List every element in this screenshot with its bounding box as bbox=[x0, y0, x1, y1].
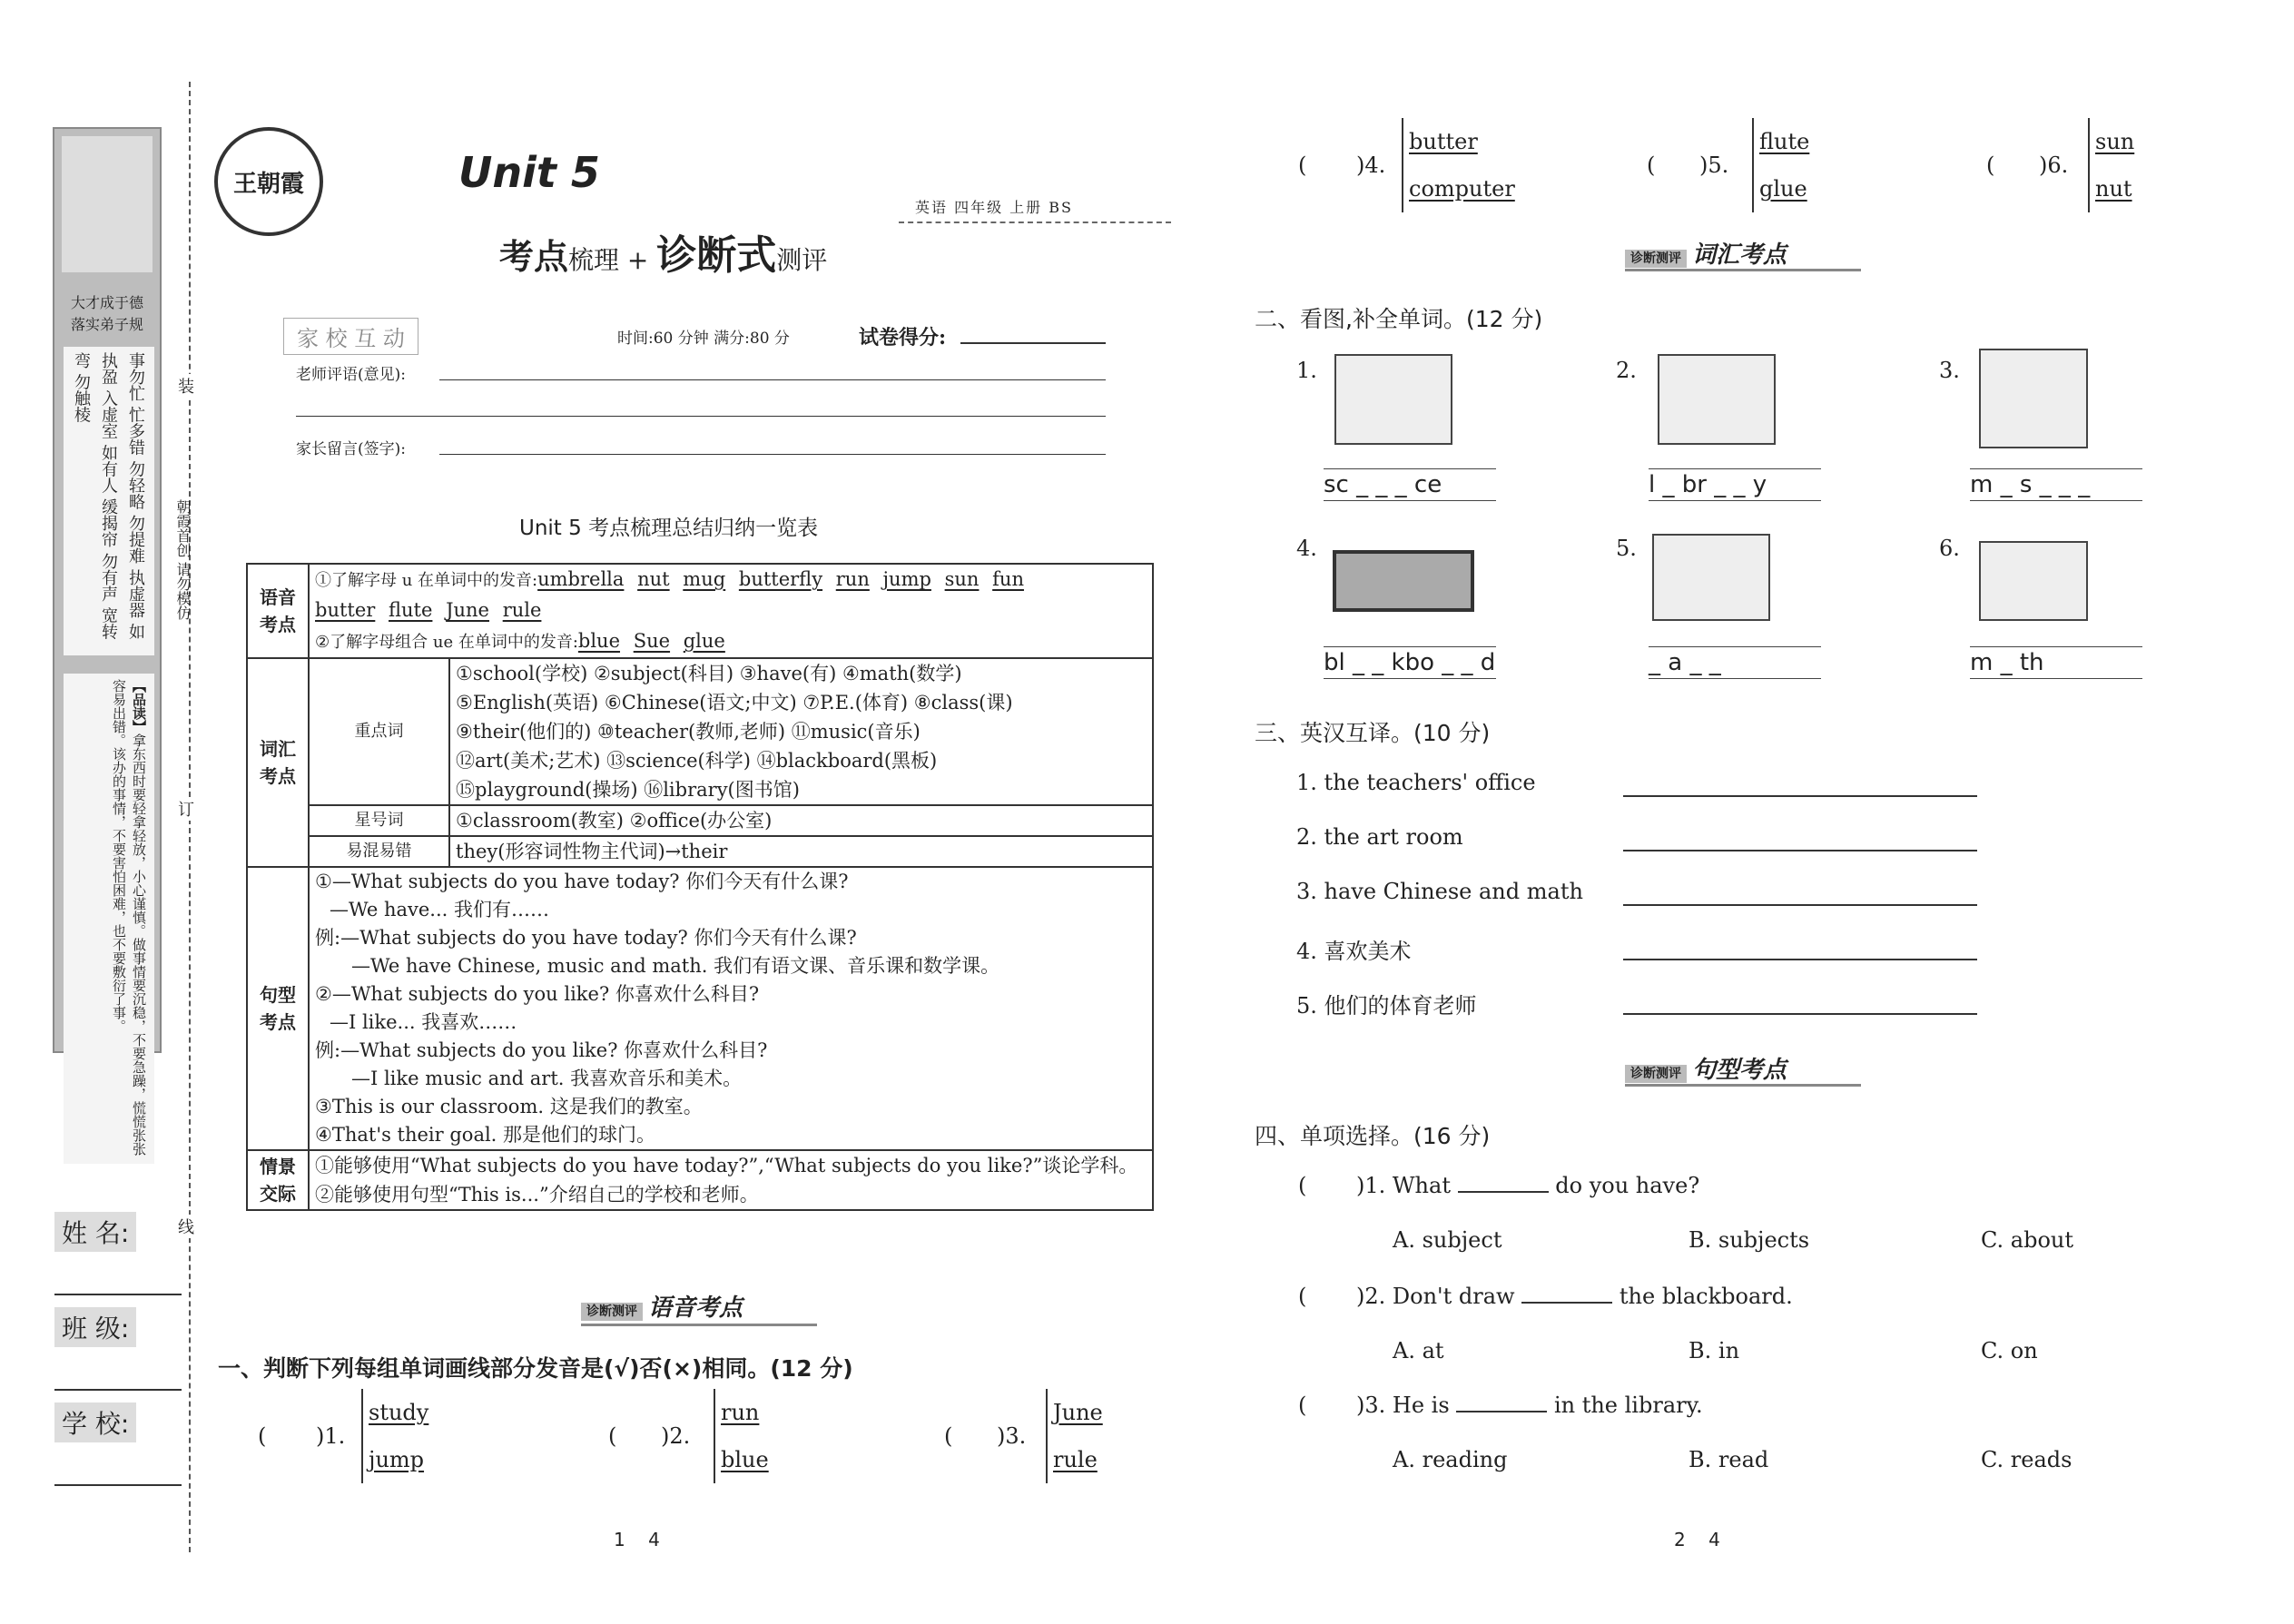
tag-text: 语音考点 bbox=[648, 1294, 743, 1322]
phonics-word: jump bbox=[882, 568, 931, 590]
part3-item-4: 4. 喜欢美术 bbox=[1296, 939, 1412, 964]
reading-note bbox=[64, 674, 154, 1164]
tag-arrow-line bbox=[1625, 269, 1861, 271]
word: glue bbox=[1759, 176, 1807, 202]
col-text: 如有人 bbox=[99, 444, 118, 494]
part2-item-2-num: 2. bbox=[1616, 358, 1637, 383]
sentence-line: —I like... 我喜欢…… bbox=[330, 1011, 517, 1033]
sentence-content bbox=[309, 867, 1153, 1150]
phonics-word: butterfly bbox=[738, 568, 823, 590]
part2-item-1-word[interactable]: sc _ _ _ ce bbox=[1324, 468, 1496, 501]
math-student-picture-icon bbox=[1979, 541, 2088, 621]
part1-item-3-words bbox=[1046, 1389, 1103, 1483]
phonics-word: butter bbox=[315, 599, 376, 621]
part3-answer-3[interactable] bbox=[1623, 904, 1977, 906]
read-text: 拿东西时要轻拿轻放，小心谨慎。做事情要沉稳，不要急躁，慌慌张张容易出错。该办的事情，不要害怕困难，也不要敷衍了事。 bbox=[111, 679, 147, 1156]
page-number-right: 2 4 bbox=[1674, 1529, 1720, 1550]
star-words-row bbox=[247, 805, 1153, 836]
col-text: 执虚器 bbox=[126, 568, 145, 618]
sentence-line: ①—What subjects do you have today? 你们今天有什么课? bbox=[315, 871, 849, 892]
part2-item-1-num: 1. bbox=[1296, 358, 1317, 383]
part3-answer-5[interactable] bbox=[1623, 1013, 1977, 1015]
part2-item-2-word[interactable]: l _ br _ _ y bbox=[1649, 468, 1821, 501]
fold-mark-1: 装 bbox=[178, 374, 194, 398]
context-line: ②能够使用句型“This is...”介绍自己的学校和老师。 bbox=[315, 1184, 759, 1206]
part3-item-5: 5. 他们的体育老师 bbox=[1296, 993, 1477, 1019]
stem-a: )1. What bbox=[1356, 1173, 1451, 1198]
answer-paren[interactable]: ( bbox=[1298, 1284, 1307, 1309]
part1-item-4-num: )4. bbox=[1356, 153, 1386, 178]
logo-icon bbox=[214, 127, 323, 236]
col-text: 勿提难 bbox=[126, 515, 145, 565]
col-text: 入虚室 bbox=[99, 389, 118, 439]
school-field[interactable] bbox=[54, 1484, 182, 1486]
key-words-line: ⑮playground(操场) ⑯library(图书馆) bbox=[456, 779, 800, 801]
tag-small: 诊断测评 bbox=[1625, 1065, 1687, 1083]
school-label: 学 校: bbox=[54, 1403, 136, 1442]
part4-item-2-stem bbox=[1356, 1284, 1793, 1309]
tag-phonics bbox=[581, 1289, 743, 1323]
key-words-line: ⑨their(他们的) ⑩teacher(教师,老师) ⑪music(音乐) bbox=[456, 721, 921, 743]
score-label: 试卷得分: bbox=[859, 326, 947, 349]
answer-paren[interactable]: ( bbox=[1298, 1173, 1307, 1198]
answer-paren[interactable]: ( bbox=[1298, 1393, 1307, 1418]
tag-arrow bbox=[581, 1324, 817, 1326]
grade-label: 英语 四年级 上册 BS bbox=[915, 199, 1073, 216]
sentence-label: 句型考点 bbox=[247, 867, 309, 1150]
part3-answer-2[interactable] bbox=[1623, 850, 1977, 851]
part3-answer-1[interactable] bbox=[1623, 795, 1977, 797]
subtitle-part: 考点 bbox=[499, 236, 569, 277]
teacher-comment-label: 老师评语(意见): bbox=[296, 366, 406, 384]
fold-mark-3: 线 bbox=[178, 1215, 194, 1238]
phonics-word: flute bbox=[389, 599, 433, 621]
tag-arrow bbox=[1625, 1084, 1861, 1087]
art-class-picture-icon bbox=[1652, 534, 1770, 621]
part1-item-1-num: )1. bbox=[316, 1423, 346, 1449]
confusing-content: they(形容词性物主代词)→their bbox=[449, 836, 1153, 867]
tag-vocab bbox=[1625, 236, 1787, 270]
part1-item-5-num: )5. bbox=[1699, 153, 1729, 178]
part1-item-3-num: )3. bbox=[997, 1423, 1027, 1449]
part2-title: 二、看图,补全单词。(12 分) bbox=[1255, 306, 1543, 332]
sentence-line: —We have... 我们有…… bbox=[330, 899, 550, 920]
context-content bbox=[309, 1150, 1153, 1210]
part2-item-6-num: 6. bbox=[1939, 536, 1960, 561]
part1-item-6-num: )6. bbox=[2039, 153, 2069, 178]
part2-item-6-word[interactable]: m _ th bbox=[1970, 646, 2142, 679]
phonics-word: blue bbox=[577, 630, 621, 652]
music-conductor-picture-icon bbox=[1979, 349, 2088, 448]
option-a[interactable]: A. at bbox=[1393, 1338, 1444, 1363]
sentence-line: 例:—What subjects do you like? 你喜欢什么科目? bbox=[315, 1039, 768, 1061]
option-b[interactable]: B. read bbox=[1689, 1447, 1769, 1472]
part2-item-5-word[interactable]: _ a _ _ bbox=[1649, 646, 1821, 679]
tag-small: 诊断测评 bbox=[581, 1303, 643, 1321]
part3-answer-4[interactable] bbox=[1623, 959, 1977, 960]
vocab-label: 词汇考点 bbox=[247, 658, 309, 867]
stem-blank[interactable] bbox=[1456, 1411, 1547, 1412]
word: flute bbox=[1759, 129, 1810, 154]
key-words-line: ①school(学校) ②subject(科目) ③have(有) ④math(数学) bbox=[456, 663, 962, 684]
part2-item-3-word[interactable]: m _ s _ _ _ bbox=[1970, 468, 2142, 501]
part1-item-1-words bbox=[361, 1389, 428, 1483]
phonics-1: ①了解字母 u 在单词中的发音: bbox=[315, 571, 538, 590]
sentence-line: 例:—What subjects do you have today? 你们今天有什么课? bbox=[315, 927, 857, 949]
part1-item-2-num: )2. bbox=[661, 1423, 691, 1449]
part3-title: 三、英汉互译。(10 分) bbox=[1255, 720, 1491, 746]
answer-paren[interactable]: ( bbox=[608, 1423, 617, 1449]
logo-text: 王朝霞 bbox=[232, 170, 304, 198]
word: study bbox=[369, 1400, 429, 1425]
word: run bbox=[721, 1400, 760, 1425]
read-label: 【品读】 bbox=[131, 679, 147, 733]
confusing-label: 易混易错 bbox=[309, 836, 449, 867]
confusing-row bbox=[247, 836, 1153, 867]
col-text: 忙多错 bbox=[126, 406, 145, 456]
col-text: 宽转弯 bbox=[72, 352, 118, 640]
phonics-word: Sue bbox=[633, 630, 671, 652]
answer-paren[interactable]: ( bbox=[1986, 153, 1995, 178]
col-text: 如执盈 bbox=[99, 352, 145, 640]
fold-text: 朝霞首创 请勿模仿 bbox=[174, 499, 192, 621]
tag-text: 词汇考点 bbox=[1692, 241, 1787, 269]
answer-paren[interactable]: ( bbox=[258, 1423, 267, 1449]
motto-line-2: 落实弟子规 bbox=[70, 316, 143, 333]
word: jump bbox=[369, 1447, 425, 1472]
phonics-2: ②了解字母组合 ue 在单词中的发音: bbox=[315, 633, 578, 652]
star-words-content: ①classroom(教室) ②office(办公室) bbox=[449, 805, 1153, 836]
option-b[interactable]: B. subjects bbox=[1689, 1227, 1810, 1253]
name-label: 姓 名: bbox=[54, 1212, 136, 1252]
part4-title: 四、单项选择。(16 分) bbox=[1255, 1123, 1491, 1149]
sentence-line: ④That's their goal. 那是他们的球门。 bbox=[315, 1124, 656, 1146]
exam-time: 时间:60 分钟 满分:80 分 bbox=[617, 330, 790, 348]
subtitle-part: 测评 bbox=[776, 245, 828, 275]
sentence-line: ③This is our classroom. 这是我们的教室。 bbox=[315, 1096, 703, 1117]
tag-sentence bbox=[1625, 1051, 1787, 1085]
phonics-word: fun bbox=[992, 568, 1024, 590]
stem-b: in the library. bbox=[1553, 1393, 1703, 1418]
key-words-row bbox=[247, 658, 1153, 805]
star-words-label: 星号词 bbox=[309, 805, 449, 836]
class-field[interactable] bbox=[54, 1389, 182, 1391]
answer-paren[interactable]: ( bbox=[1647, 153, 1656, 178]
scholar-illustration-icon bbox=[62, 136, 153, 272]
score-field[interactable] bbox=[960, 342, 1106, 344]
library-building-picture-icon bbox=[1658, 354, 1776, 445]
answer-paren[interactable]: ( bbox=[1298, 153, 1307, 178]
subtitle-part: 梳理 + bbox=[568, 245, 657, 275]
phonics-word: glue bbox=[683, 630, 725, 652]
phonics-label: 语音考点 bbox=[247, 564, 309, 658]
word: butter bbox=[1409, 129, 1478, 154]
parent-note-label: 家长留言(签字): bbox=[296, 440, 406, 458]
part2-item-4-word[interactable]: bl _ _ kbo _ _ d bbox=[1324, 646, 1496, 679]
sentence-row bbox=[247, 867, 1153, 1150]
answer-paren[interactable]: ( bbox=[944, 1423, 953, 1449]
phonics-word: umbrella bbox=[537, 568, 625, 590]
part3-item-3: 3. have Chinese and math bbox=[1296, 879, 1583, 904]
option-b[interactable]: B. in bbox=[1689, 1338, 1740, 1363]
phonics-word: sun bbox=[944, 568, 980, 590]
part4-item-3-stem bbox=[1356, 1393, 1703, 1418]
word: blue bbox=[721, 1447, 769, 1472]
col-text: 勿触棱 bbox=[72, 373, 91, 423]
part2-item-5-num: 5. bbox=[1616, 536, 1637, 561]
phonics-word: nut bbox=[637, 568, 670, 590]
motto-line-1: 大才成于德 bbox=[70, 294, 143, 311]
class-label: 班 级: bbox=[54, 1307, 136, 1347]
stem-blank[interactable] bbox=[1458, 1191, 1549, 1193]
name-field[interactable] bbox=[54, 1294, 182, 1295]
header-subtitle bbox=[499, 222, 827, 281]
option-a[interactable]: A. subject bbox=[1393, 1227, 1502, 1253]
word: June bbox=[1053, 1400, 1103, 1425]
part1-item-5-words bbox=[1752, 118, 1809, 212]
context-label: 情景交际 bbox=[247, 1150, 309, 1210]
sentence-line: —We have Chinese, music and math. 我们有语文课、音乐课和数学课。 bbox=[351, 955, 1000, 977]
sentence-line: ②—What subjects do you like? 你喜欢什么科目? bbox=[315, 983, 760, 1005]
context-line: ①能够使用“What subjects do you have today?”,“What subjects do you like?”谈论学科。 bbox=[315, 1155, 1138, 1176]
phonics-row bbox=[247, 564, 1153, 658]
stem-a: )2. Don't draw bbox=[1356, 1284, 1515, 1309]
stem-b: the blackboard. bbox=[1619, 1284, 1793, 1309]
part2-item-4-num: 4. bbox=[1296, 536, 1317, 561]
col-text: 勿轻略 bbox=[126, 460, 145, 510]
option-a[interactable]: A. reading bbox=[1393, 1447, 1508, 1472]
stem-blank[interactable] bbox=[1521, 1302, 1612, 1304]
stem-b: do you have? bbox=[1555, 1173, 1700, 1198]
option-c[interactable]: C. reads bbox=[1981, 1447, 2072, 1472]
stem-a: )3. He is bbox=[1356, 1393, 1450, 1418]
option-c[interactable]: C. on bbox=[1981, 1338, 2038, 1363]
home-school-label: 家 校 互 动 bbox=[283, 318, 418, 355]
fold-mark-2: 订 bbox=[178, 797, 194, 821]
part1-item-2-words bbox=[714, 1389, 769, 1483]
part3-item-1: 1. the teachers' office bbox=[1296, 770, 1536, 795]
part1-item-6-words bbox=[2088, 118, 2134, 212]
sentence-line: —I like music and art. 我喜欢音乐和美术。 bbox=[351, 1068, 743, 1089]
blackboard-picture-icon bbox=[1333, 550, 1474, 612]
col-text: 缓揭帘 bbox=[99, 498, 118, 548]
part2-item-3-num: 3. bbox=[1939, 358, 1960, 383]
word: computer bbox=[1409, 176, 1515, 202]
tag-small: 诊断测评 bbox=[1625, 250, 1687, 268]
word: rule bbox=[1053, 1447, 1098, 1472]
page-number-left: 1 4 bbox=[614, 1529, 660, 1550]
part3-item-2: 2. the art room bbox=[1296, 824, 1463, 850]
teacher-comment-line2[interactable] bbox=[296, 416, 1106, 417]
summary-table bbox=[246, 563, 1154, 1211]
motto bbox=[58, 292, 156, 336]
header-rule bbox=[899, 221, 1171, 223]
col-text: 事勿忙 bbox=[126, 352, 145, 401]
key-words-line: ⑤English(英语) ⑥Chinese(语文;中文) ⑦P.E.(体育) ⑧class(课) bbox=[456, 692, 1013, 714]
phonics-word: rule bbox=[502, 599, 542, 621]
science-lab-picture-icon bbox=[1334, 354, 1452, 445]
word: sun bbox=[2095, 129, 2135, 154]
word: nut bbox=[2095, 176, 2132, 202]
dizigui-columns bbox=[64, 347, 154, 655]
phonics-content bbox=[309, 564, 1153, 658]
context-row bbox=[247, 1150, 1153, 1210]
col-text: 勿有声 bbox=[99, 552, 118, 602]
parent-note-field[interactable] bbox=[439, 454, 1106, 455]
teacher-comment-field[interactable] bbox=[439, 379, 1106, 380]
key-words-label: 重点词 bbox=[309, 658, 449, 805]
part4-item-1-stem bbox=[1356, 1173, 1699, 1198]
tag-text: 句型考点 bbox=[1692, 1057, 1787, 1084]
phonics-word: mug bbox=[683, 568, 726, 590]
phonics-word: run bbox=[835, 568, 870, 590]
option-c[interactable]: C. about bbox=[1981, 1227, 2073, 1253]
part1-item-4-words bbox=[1402, 118, 1515, 212]
key-words-content bbox=[449, 658, 1153, 805]
part1-title: 一、判断下列每组单词画线部分发音是(√)否(×)相同。(12 分) bbox=[218, 1355, 853, 1382]
phonics-word: June bbox=[446, 599, 489, 621]
subtitle-part: 诊断式 bbox=[656, 232, 777, 279]
unit-title: Unit 5 bbox=[458, 148, 600, 197]
summary-title: Unit 5 考点梳理总结归纳一览表 bbox=[519, 517, 819, 540]
sidebar-strip bbox=[53, 127, 162, 1156]
key-words-line: ⑫art(美术;艺术) ⑬science(科学) ⑭blackboard(黑板) bbox=[456, 750, 938, 772]
